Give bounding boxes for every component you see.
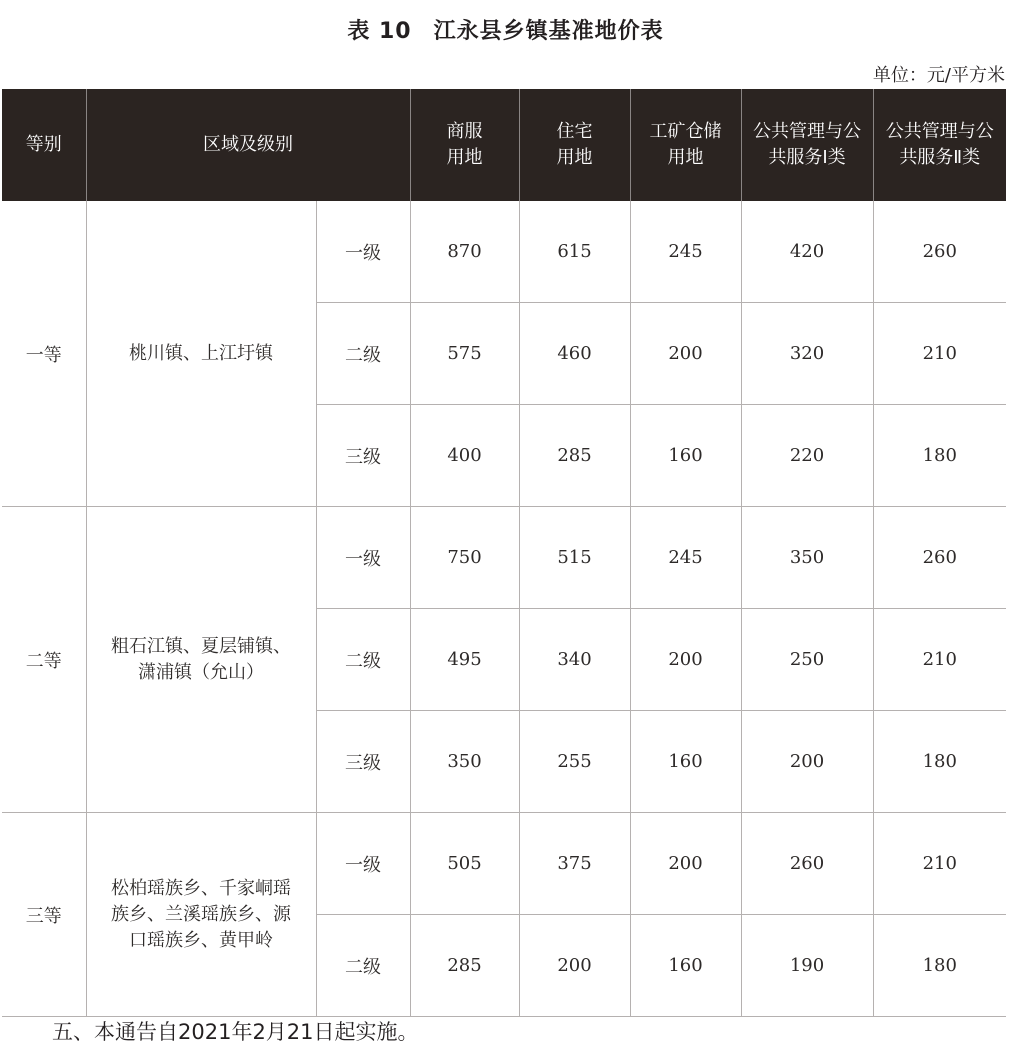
value-cell: 350	[410, 711, 519, 813]
value-cell: 460	[519, 303, 630, 405]
header-area: 区域及级别	[86, 89, 410, 201]
value-cell: 200	[630, 609, 741, 711]
header-public-1: 公共管理与公 共服务Ⅰ类	[741, 89, 873, 201]
footer-note: 五、本通告自2021年2月21日起实施。	[52, 1020, 419, 1044]
value-cell: 870	[410, 201, 519, 303]
value-cell: 750	[410, 507, 519, 609]
area-cell: 粗石江镇、夏层铺镇、 潇浦镇（允山）	[86, 507, 316, 813]
table-row	[2, 201, 1006, 303]
value-cell: 180	[873, 405, 1006, 507]
value-cell: 200	[630, 813, 741, 915]
unit-label: 单位：元/平方米	[872, 65, 1005, 86]
value-cell: 375	[519, 813, 630, 915]
value-cell: 420	[741, 201, 873, 303]
value-cell: 615	[519, 201, 630, 303]
value-cell: 180	[873, 711, 1006, 813]
grade-cell: 二等	[2, 507, 86, 813]
level-cell: 一级	[316, 813, 410, 915]
value-cell: 250	[741, 609, 873, 711]
header-residential: 住宅 用地	[519, 89, 630, 201]
value-cell: 285	[410, 915, 519, 1017]
value-cell: 495	[410, 609, 519, 711]
header-public-2: 公共管理与公 共服务Ⅱ类	[873, 89, 1006, 201]
value-cell: 210	[873, 813, 1006, 915]
table-row	[2, 507, 1006, 609]
level-cell: 二级	[316, 303, 410, 405]
value-cell: 340	[519, 609, 630, 711]
value-cell: 210	[873, 303, 1006, 405]
value-cell: 320	[741, 303, 873, 405]
value-cell: 245	[630, 507, 741, 609]
value-cell: 220	[741, 405, 873, 507]
value-cell: 515	[519, 507, 630, 609]
grade-cell: 一等	[2, 201, 86, 507]
value-cell: 400	[410, 405, 519, 507]
value-cell: 200	[630, 303, 741, 405]
level-cell: 三级	[316, 405, 410, 507]
header-commercial: 商服 用地	[410, 89, 519, 201]
level-cell: 二级	[316, 609, 410, 711]
value-cell: 260	[873, 201, 1006, 303]
value-cell: 190	[741, 915, 873, 1017]
table-title	[0, 14, 1011, 45]
header-industrial: 工矿仓储 用地	[630, 89, 741, 201]
header-grade: 等别	[2, 89, 86, 201]
table-body	[2, 201, 1006, 1017]
table-header	[2, 89, 1006, 201]
table-number: 表 10	[347, 19, 412, 44]
value-cell: 575	[410, 303, 519, 405]
value-cell: 505	[410, 813, 519, 915]
value-cell: 260	[873, 507, 1006, 609]
value-cell: 160	[630, 915, 741, 1017]
value-cell: 210	[873, 609, 1006, 711]
value-cell: 260	[741, 813, 873, 915]
value-cell: 180	[873, 915, 1006, 1017]
value-cell: 200	[519, 915, 630, 1017]
value-cell: 350	[741, 507, 873, 609]
area-cell: 桃川镇、上江圩镇	[86, 201, 316, 507]
level-cell: 二级	[316, 915, 410, 1017]
table-title-text: 江永县乡镇基准地价表	[433, 19, 664, 44]
table-row	[2, 813, 1006, 915]
grade-cell: 三等	[2, 813, 86, 1017]
value-cell: 160	[630, 405, 741, 507]
level-cell: 一级	[316, 507, 410, 609]
value-cell: 255	[519, 711, 630, 813]
level-cell: 一级	[316, 201, 410, 303]
area-cell: 松柏瑶族乡、千家峒瑶 族乡、兰溪瑶族乡、源 口瑶族乡、黄甲岭	[86, 813, 316, 1017]
value-cell: 160	[630, 711, 741, 813]
land-price-table	[2, 89, 1006, 1017]
level-cell: 三级	[316, 711, 410, 813]
value-cell: 200	[741, 711, 873, 813]
value-cell: 245	[630, 201, 741, 303]
value-cell: 285	[519, 405, 630, 507]
